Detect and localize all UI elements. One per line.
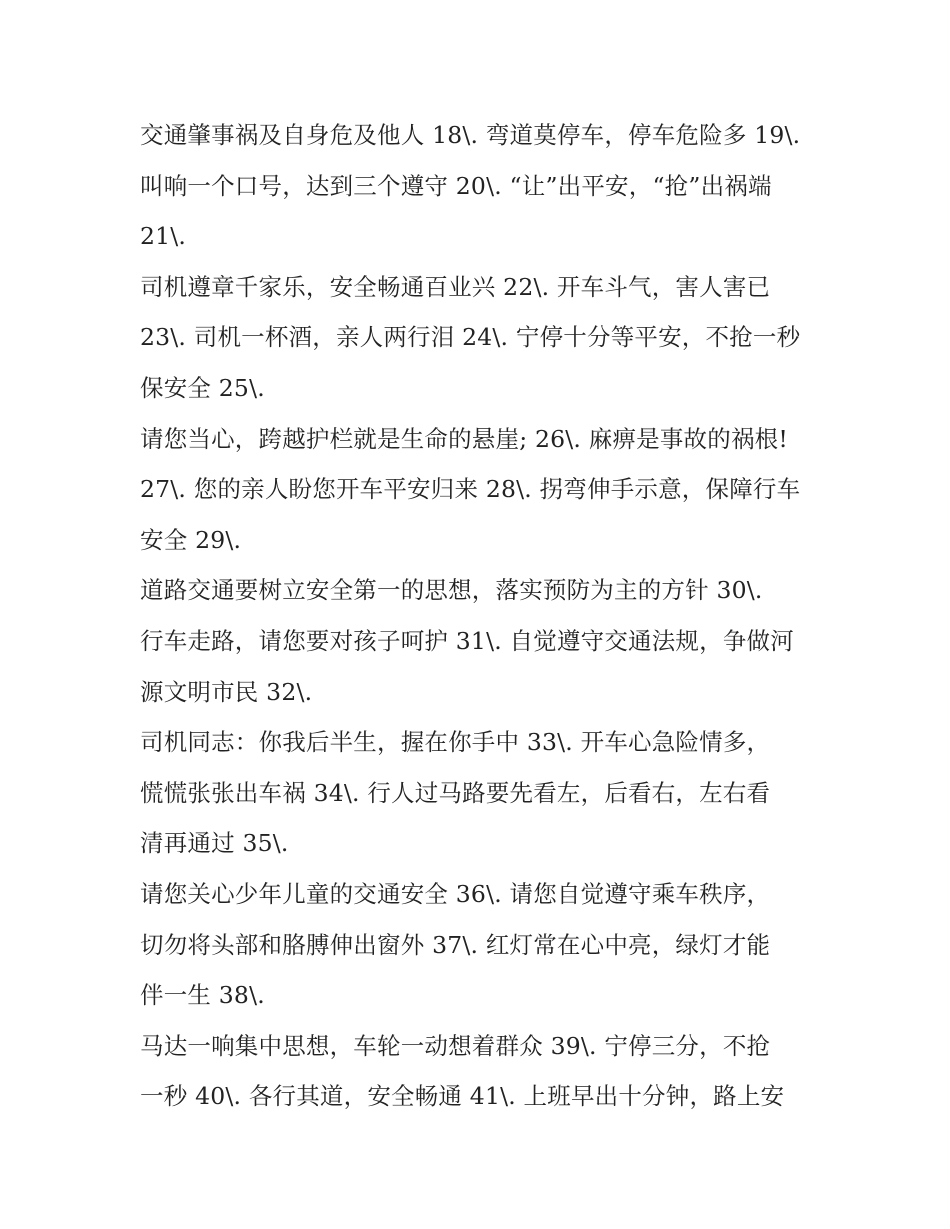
text-line-15: 清再通过 35\. <box>140 829 289 858</box>
text-line-8: 27\. 您的亲人盼您开车平安归来 28\. 拐弯伸手示意，保障行车 <box>140 475 801 504</box>
text-line-6: 保安全 25\. <box>140 373 265 402</box>
text-line-13: 司机同志：你我后半生，握在你手中 33\. 开车心急险情多， <box>140 728 771 757</box>
text-line-1: 交通肇事祸及自身危及他人 18\. 弯道莫停车，停车危险多 19\. <box>140 121 801 149</box>
text-line-2: 叫响一个口号，达到三个遵守 20\. “让”出平安，“抢”出祸端 <box>140 171 772 200</box>
text-line-18: 伴一生 38\. <box>140 981 265 1010</box>
text-line-5: 23\. 司机一杯酒，亲人两行泪 24\. 宁停十分等平安，不抢一秒 <box>140 323 801 352</box>
text-line-20: 一秒 40\. 各行其道，安全畅通 41\. 上班早出十分钟，路上安 <box>140 1082 785 1111</box>
text-line-10: 道路交通要树立安全第一的思想，落实预防为主的方针 30\. <box>140 576 763 605</box>
text-line-3: 21\. <box>140 222 187 251</box>
text-line-17: 切勿将头部和胳膊伸出窗外 37\. 红灯常在心中亮，绿灯才能 <box>140 930 771 959</box>
text-line-9: 安全 29\. <box>140 525 242 554</box>
text-line-11: 行车走路，请您要对孩子呵护 31\. 自觉遵守交通法规，争做河 <box>140 626 794 655</box>
slogan-text-body <box>140 110 820 1122</box>
text-line-16: 请您关心少年儿童的交通安全 36\. 请您自觉遵守乘车秩序， <box>140 879 771 908</box>
text-line-14: 慌慌张张出车祸 34\. 行人过马路要先看左，后看右，左右看 <box>140 778 771 807</box>
text-line-12: 源文明市民 32\. <box>140 677 313 706</box>
text-line-4: 司机遵章千家乐，安全畅通百业兴 22\. 开车斗气，害人害已 <box>140 272 771 301</box>
text-line-19: 马达一响集中思想，车轮一动想着群众 39\. 宁停三分，不抢 <box>140 1031 771 1060</box>
text-line-7: 请您当心，跨越护栏就是生命的悬崖; 26\. 麻痹是事故的祸根! <box>140 424 788 453</box>
